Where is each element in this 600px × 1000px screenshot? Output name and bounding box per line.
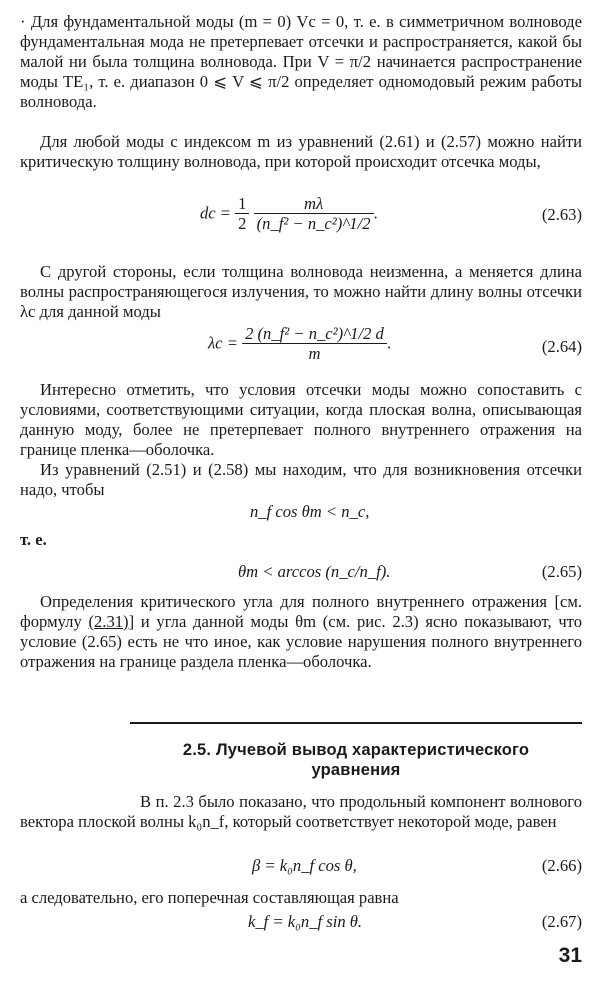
section-number: 2.5. <box>182 741 212 759</box>
equation-2-64 <box>20 325 582 365</box>
paragraph-longitudinal-component: В п. 2.3 было показано, что продольный компонент волнового вектора плоской волны k₀n_f, который соответствует некоторой моде, равен <box>20 792 582 831</box>
section-divider <box>130 722 582 724</box>
eq263-fraction <box>254 195 374 234</box>
eq264-tail: . <box>386 333 391 353</box>
cutoff-condition-formula: n_f cos θm < n_c, <box>250 502 370 521</box>
equation-2-66 <box>20 856 582 878</box>
equation-2-63-formula <box>200 195 378 234</box>
paragraph-cutoff-wavelength: С другой стороны, если толщина волновода неизменна, а меняется длина волны распространяющегося излучения, то можно найти длину волны отсечки λc для данной моды <box>20 262 582 321</box>
equation-2-67 <box>20 912 582 934</box>
eq263-denominator: (n_f² − n_c²)^1/2 <box>254 213 374 234</box>
equation-number-2-66: (2.66) <box>541 856 582 875</box>
formula-reference-link[interactable]: (2.31) <box>88 612 129 631</box>
eq264-fraction <box>242 325 387 364</box>
equation-2-65 <box>20 562 582 584</box>
section-title: Лучевой вывод характеристического уравнения <box>215 741 530 779</box>
equation-number-2-65: (2.65) <box>541 562 582 581</box>
equation-2-64-formula <box>208 325 391 364</box>
paragraph-total-internal-reflection: Интересно отметить, что условия отсечки моды можно сопоставить с условиями, соответствующими ситуации, когда плоская волна, описывающая данную моду, более не претерпевает полного внутреннего отражения на границе пленка—оболочка. <box>20 380 582 459</box>
eq263-lhs: dc = <box>200 203 232 223</box>
paragraph-critical-angle <box>20 592 582 672</box>
equation-cutoff-condition <box>20 502 582 524</box>
that-is-label: т. е. <box>20 530 47 549</box>
paragraph-transverse-component: а следовательно, его поперечная составляющая равна <box>20 888 399 907</box>
section-heading <box>150 740 562 780</box>
equation-number-2-63: (2.63) <box>541 205 582 224</box>
paragraph-cutoff-condition: Из уравнений (2.51) и (2.58) мы находим, что для возникновения отсечки надо, чтобы <box>20 460 582 499</box>
equation-number-2-64: (2.64) <box>541 337 582 356</box>
eq264-numerator: 2 (n_f² − n_c²)^1/2 d <box>245 324 384 343</box>
equation-number-2-67: (2.67) <box>541 912 582 931</box>
eq264-denominator: m <box>242 343 387 364</box>
equation-2-63 <box>20 195 582 235</box>
eq263-coef-den: 2 <box>235 213 249 234</box>
equation-2-65-formula: θm < arccos (n_c/n_f). <box>238 562 391 581</box>
eq263-coefficient <box>235 195 249 234</box>
paragraph-fundamental-mode: · Для фундаментальной моды (m = 0) Vc = 0, т. е. в симметричном волноводе фундаментальная мода не претерпевает отсечки и распространяется, какой бы малой ни была толщина волновода. При V = π/2 начинается распространение моды TE₁, т. е. диапазон 0 ⩽ V ⩽ π/2 определяет одномодовый режим работы волновода. <box>20 12 582 111</box>
paragraph-critical-angle-end: ] и угла данной моды θm (см. рис. 2.3) ясно показывают, что условие (2.65) есть не что иное, как условие нарушения полного внутреннего отражения на границе раздела пленка—оболочка. <box>20 612 582 671</box>
equation-2-67-formula: k_f = k₀n_f sin θ. <box>248 912 363 931</box>
eq263-tail: . <box>373 203 378 223</box>
page-number: 31 <box>558 944 582 967</box>
eq263-numerator: mλ <box>303 194 324 213</box>
eq264-lhs: λc = <box>208 333 238 353</box>
eq263-coef-num: 1 <box>238 194 247 213</box>
paragraph-critical-thickness: Для любой моды с индексом m из уравнений (2.61) и (2.57) можно найти критическую толщину волновода, при которой происходит отсечка моды, <box>20 132 582 171</box>
paragraph-critical-angle-start: Определения критического угла для полного внутреннего отражения [см. формулу <box>20 592 582 631</box>
equation-2-66-formula: β = k₀n_f cos θ, <box>252 856 357 875</box>
